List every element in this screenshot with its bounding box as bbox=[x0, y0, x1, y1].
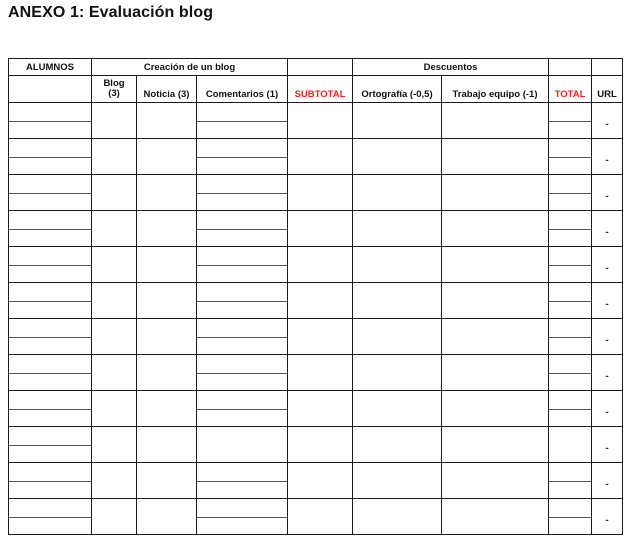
cell-divider bbox=[9, 517, 91, 518]
cell-divider bbox=[9, 193, 91, 194]
url-link[interactable]: - bbox=[605, 119, 609, 130]
cell-trabajo-equipo[interactable] bbox=[442, 391, 549, 427]
cell-divider bbox=[549, 157, 591, 158]
cell-divider bbox=[9, 265, 91, 266]
cell-divider bbox=[197, 157, 287, 158]
evaluation-table bbox=[8, 58, 623, 535]
cell-blog[interactable] bbox=[92, 247, 137, 283]
table-row bbox=[9, 211, 623, 247]
cell-trabajo-equipo[interactable] bbox=[442, 499, 549, 535]
cell-alumnos[interactable] bbox=[9, 463, 92, 499]
cell-ortografia[interactable] bbox=[353, 283, 442, 319]
header-empty-subtotal bbox=[288, 59, 353, 76]
cell-ortografia[interactable] bbox=[353, 211, 442, 247]
cell-total[interactable] bbox=[549, 463, 592, 499]
cell-divider bbox=[9, 409, 91, 410]
url-link[interactable]: - bbox=[605, 371, 609, 382]
cell-divider bbox=[9, 301, 91, 302]
cell-url[interactable] bbox=[592, 175, 623, 211]
cell-subtotal[interactable] bbox=[288, 139, 353, 175]
column-header-row bbox=[9, 76, 623, 103]
table-row bbox=[9, 319, 623, 355]
cell-total[interactable] bbox=[549, 427, 592, 463]
cell-comentarios[interactable] bbox=[197, 247, 288, 283]
cell-blog[interactable] bbox=[92, 175, 137, 211]
cell-noticia[interactable] bbox=[137, 211, 197, 247]
cell-url[interactable] bbox=[592, 391, 623, 427]
cell-total[interactable] bbox=[549, 391, 592, 427]
cell-total[interactable] bbox=[549, 499, 592, 535]
cell-ortografia[interactable] bbox=[353, 175, 442, 211]
cell-url[interactable] bbox=[592, 211, 623, 247]
cell-subtotal[interactable] bbox=[288, 355, 353, 391]
header-trabajo-equipo: Trabajo equipo (-1) bbox=[442, 76, 549, 103]
cell-divider bbox=[197, 517, 287, 518]
cell-trabajo-equipo[interactable] bbox=[442, 175, 549, 211]
cell-noticia[interactable] bbox=[137, 175, 197, 211]
cell-comentarios[interactable] bbox=[197, 463, 288, 499]
header-blog-label: Blog bbox=[103, 78, 125, 89]
cell-total[interactable] bbox=[549, 103, 592, 139]
header-empty-alumnos bbox=[9, 76, 92, 103]
document-title: ANEXO 1: Evaluación blog bbox=[8, 4, 214, 21]
header-blog bbox=[92, 76, 137, 103]
cell-ortografia[interactable] bbox=[353, 391, 442, 427]
cell-blog[interactable] bbox=[92, 427, 137, 463]
cell-divider bbox=[549, 481, 591, 482]
cell-url[interactable] bbox=[592, 499, 623, 535]
cell-comentarios[interactable] bbox=[197, 211, 288, 247]
cell-blog[interactable] bbox=[92, 391, 137, 427]
cell-comentarios[interactable] bbox=[197, 139, 288, 175]
header-url: URL bbox=[592, 76, 623, 103]
cell-noticia[interactable] bbox=[137, 427, 197, 463]
cell-comentarios[interactable] bbox=[197, 103, 288, 139]
cell-noticia[interactable] bbox=[137, 283, 197, 319]
cell-divider bbox=[9, 121, 91, 122]
cell-divider bbox=[9, 481, 91, 482]
cell-divider bbox=[549, 121, 591, 122]
cell-ortografia[interactable] bbox=[353, 319, 442, 355]
cell-total[interactable] bbox=[549, 319, 592, 355]
header-noticia: Noticia (3) bbox=[137, 76, 197, 103]
cell-divider bbox=[197, 193, 287, 194]
cell-subtotal[interactable] bbox=[288, 211, 353, 247]
cell-divider bbox=[9, 157, 91, 158]
url-link[interactable]: - bbox=[605, 335, 609, 346]
cell-alumnos[interactable] bbox=[9, 499, 92, 535]
cell-divider bbox=[197, 121, 287, 122]
header-creacion-blog: Creación de un blog bbox=[92, 59, 288, 76]
cell-ortografia[interactable] bbox=[353, 355, 442, 391]
cell-noticia[interactable] bbox=[137, 139, 197, 175]
url-link[interactable]: - bbox=[605, 263, 609, 274]
cell-subtotal[interactable] bbox=[288, 283, 353, 319]
url-link[interactable]: - bbox=[605, 227, 609, 238]
cell-divider bbox=[549, 301, 591, 302]
cell-url[interactable] bbox=[592, 139, 623, 175]
url-link[interactable]: - bbox=[605, 479, 609, 490]
cell-alumnos[interactable] bbox=[9, 139, 92, 175]
cell-ortografia[interactable] bbox=[353, 103, 442, 139]
cell-divider bbox=[9, 445, 91, 446]
cell-total[interactable] bbox=[549, 139, 592, 175]
header-ortografia: Ortografía (-0,5) bbox=[353, 76, 442, 103]
cell-total[interactable] bbox=[549, 283, 592, 319]
cell-subtotal[interactable] bbox=[288, 103, 353, 139]
cell-alumnos[interactable] bbox=[9, 283, 92, 319]
url-link[interactable]: - bbox=[605, 299, 609, 310]
cell-total[interactable] bbox=[549, 175, 592, 211]
cell-divider bbox=[9, 229, 91, 230]
cell-url[interactable] bbox=[592, 319, 623, 355]
cell-trabajo-equipo[interactable] bbox=[442, 463, 549, 499]
cell-noticia[interactable] bbox=[137, 499, 197, 535]
cell-blog[interactable] bbox=[92, 103, 137, 139]
cell-divider bbox=[9, 373, 91, 374]
cell-blog[interactable] bbox=[92, 139, 137, 175]
cell-alumnos[interactable] bbox=[9, 391, 92, 427]
cell-divider bbox=[549, 337, 591, 338]
cell-divider bbox=[549, 517, 591, 518]
cell-trabajo-equipo[interactable] bbox=[442, 427, 549, 463]
header-empty-url bbox=[592, 59, 623, 76]
cell-subtotal[interactable] bbox=[288, 247, 353, 283]
cell-divider bbox=[197, 229, 287, 230]
cell-noticia[interactable] bbox=[137, 247, 197, 283]
url-link[interactable]: - bbox=[605, 407, 609, 418]
cell-url[interactable] bbox=[592, 247, 623, 283]
cell-total[interactable] bbox=[549, 247, 592, 283]
cell-trabajo-equipo[interactable] bbox=[442, 247, 549, 283]
cell-divider bbox=[197, 481, 287, 482]
cell-blog[interactable] bbox=[92, 283, 137, 319]
url-link[interactable]: - bbox=[605, 515, 609, 526]
cell-alumnos[interactable] bbox=[9, 103, 92, 139]
cell-divider bbox=[197, 301, 287, 302]
header-empty-total bbox=[549, 59, 592, 76]
cell-trabajo-equipo[interactable] bbox=[442, 355, 549, 391]
cell-ortografia[interactable] bbox=[353, 139, 442, 175]
cell-subtotal[interactable] bbox=[288, 463, 353, 499]
cell-blog[interactable] bbox=[92, 319, 137, 355]
cell-alumnos[interactable] bbox=[9, 319, 92, 355]
cell-comentarios[interactable] bbox=[197, 499, 288, 535]
cell-comentarios[interactable] bbox=[197, 391, 288, 427]
table-row bbox=[9, 103, 623, 139]
header-blog-points: (3) bbox=[108, 88, 120, 99]
cell-trabajo-equipo[interactable] bbox=[442, 319, 549, 355]
cell-divider bbox=[197, 265, 287, 266]
cell-ortografia[interactable] bbox=[353, 427, 442, 463]
cell-trabajo-equipo[interactable] bbox=[442, 211, 549, 247]
header-comentarios: Comentarios (1) bbox=[197, 76, 288, 103]
table-row bbox=[9, 499, 623, 535]
cell-url[interactable] bbox=[592, 355, 623, 391]
header-total: TOTAL bbox=[549, 76, 592, 103]
group-header-row bbox=[9, 59, 623, 76]
cell-subtotal[interactable] bbox=[288, 427, 353, 463]
cell-divider bbox=[549, 193, 591, 194]
cell-subtotal[interactable] bbox=[288, 175, 353, 211]
cell-url[interactable] bbox=[592, 463, 623, 499]
cell-divider bbox=[197, 337, 287, 338]
url-link[interactable]: - bbox=[605, 191, 609, 202]
header-subtotal: SUBTOTAL bbox=[288, 76, 353, 103]
cell-alumnos[interactable] bbox=[9, 247, 92, 283]
cell-trabajo-equipo[interactable] bbox=[442, 283, 549, 319]
cell-alumnos[interactable] bbox=[9, 355, 92, 391]
cell-subtotal[interactable] bbox=[288, 499, 353, 535]
cell-ortografia[interactable] bbox=[353, 499, 442, 535]
cell-url[interactable] bbox=[592, 103, 623, 139]
cell-noticia[interactable] bbox=[137, 103, 197, 139]
table-row bbox=[9, 463, 623, 499]
table-row bbox=[9, 175, 623, 211]
table-row bbox=[9, 391, 623, 427]
cell-blog[interactable] bbox=[92, 463, 137, 499]
cell-total[interactable] bbox=[549, 355, 592, 391]
cell-alumnos[interactable] bbox=[9, 175, 92, 211]
url-link[interactable]: - bbox=[605, 443, 609, 454]
cell-divider bbox=[197, 409, 287, 410]
cell-alumnos[interactable] bbox=[9, 211, 92, 247]
table-row bbox=[9, 355, 623, 391]
cell-divider bbox=[549, 409, 591, 410]
cell-noticia[interactable] bbox=[137, 391, 197, 427]
cell-subtotal[interactable] bbox=[288, 391, 353, 427]
url-link[interactable]: - bbox=[605, 155, 609, 166]
cell-comentarios[interactable] bbox=[197, 175, 288, 211]
cell-comentarios[interactable] bbox=[197, 355, 288, 391]
cell-noticia[interactable] bbox=[137, 319, 197, 355]
cell-trabajo-equipo[interactable] bbox=[442, 103, 549, 139]
table-row bbox=[9, 427, 623, 463]
table-row bbox=[9, 247, 623, 283]
cell-comentarios[interactable] bbox=[197, 283, 288, 319]
cell-noticia[interactable] bbox=[137, 463, 197, 499]
cell-trabajo-equipo[interactable] bbox=[442, 139, 549, 175]
cell-ortografia[interactable] bbox=[353, 463, 442, 499]
header-alumnos: ALUMNOS bbox=[9, 59, 92, 76]
cell-comentarios[interactable] bbox=[197, 427, 288, 463]
cell-blog[interactable] bbox=[92, 499, 137, 535]
table-row bbox=[9, 283, 623, 319]
cell-ortografia[interactable] bbox=[353, 247, 442, 283]
cell-divider bbox=[9, 337, 91, 338]
cell-subtotal[interactable] bbox=[288, 319, 353, 355]
cell-alumnos[interactable] bbox=[9, 427, 92, 463]
cell-total[interactable] bbox=[549, 211, 592, 247]
cell-url[interactable] bbox=[592, 427, 623, 463]
table-row bbox=[9, 139, 623, 175]
cell-divider bbox=[549, 229, 591, 230]
header-descuentos: Descuentos bbox=[353, 59, 549, 76]
cell-url[interactable] bbox=[592, 283, 623, 319]
cell-blog[interactable] bbox=[92, 211, 137, 247]
cell-divider bbox=[197, 373, 287, 374]
cell-noticia[interactable] bbox=[137, 355, 197, 391]
cell-blog[interactable] bbox=[92, 355, 137, 391]
cell-divider bbox=[549, 265, 591, 266]
cell-comentarios[interactable] bbox=[197, 319, 288, 355]
cell-divider bbox=[549, 373, 591, 374]
